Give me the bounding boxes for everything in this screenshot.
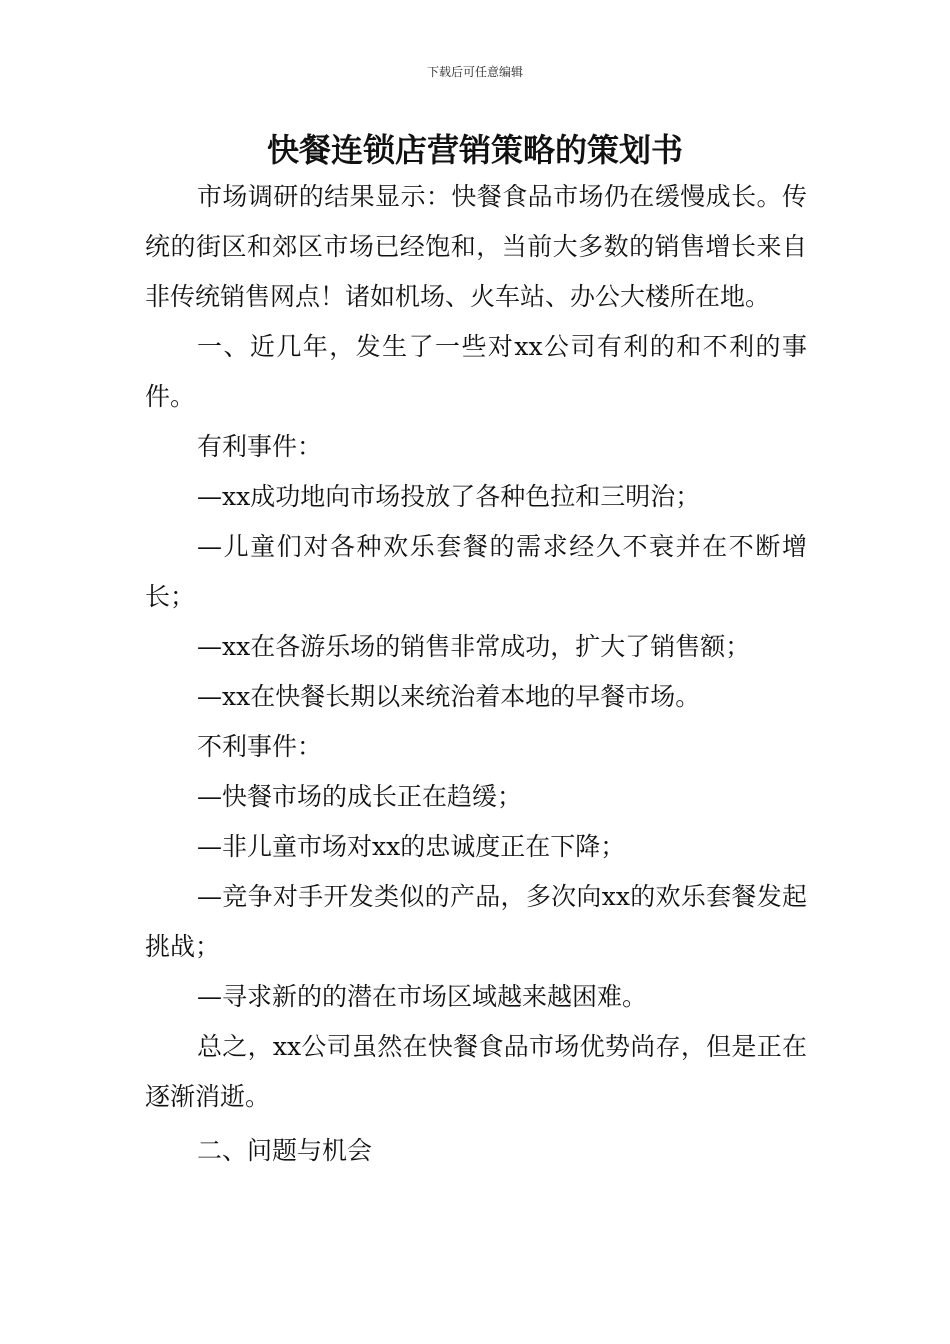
paragraph-section-one: 一、近几年，发生了一些对xx公司有利的和不利的事件。 [145,332,807,411]
paragraph-unfavorable-heading: 不利事件： [197,732,323,761]
paragraph-section-two: 二、问题与机会 [197,1136,373,1165]
paragraph-favorable-item: —xx在快餐长期以来统治着本地的早餐市场。 [197,682,701,711]
paragraph-market-research: 市场调研的结果显示：快餐食品市场仍在缓慢成长。传统的街区和郊区市场已经饱和，当前大多数的销售增长来自非传统销售网点！诸如机场、火车站、办公大楼所在地。 [145,182,807,311]
paragraph-unfavorable-item: —非儿童市场对xx的忠诚度正在下降； [197,832,626,861]
header-note: 下载后可任意编辑 [426,65,523,79]
paragraph-favorable-item: —xx成功地向市场投放了各种色拉和三明治； [197,482,701,511]
paragraph-favorable-heading: 有利事件： [197,432,323,461]
document-title: 快餐连锁店营销策略的策划书 [266,131,683,169]
paragraph-unfavorable-item: —快餐市场的成长正在趋缓； [197,782,523,811]
paragraph-unfavorable-item: —竞争对手开发类似的产品，多次向xx的欢乐套餐发起挑战； [145,882,807,961]
paragraph-summary: 总之，xx公司虽然在快餐食品市场优势尚存，但是正在逐渐消逝。 [145,1032,807,1111]
paragraph-unfavorable-item: —寻求新的的潜在市场区域越来越困难。 [197,982,648,1011]
document-body [145,172,807,1176]
paragraph-favorable-item: —儿童们对各种欢乐套餐的需求经久不衰并在不断增长； [145,532,807,611]
paragraph-favorable-item: —xx在各游乐场的销售非常成功，扩大了销售额； [197,632,751,661]
